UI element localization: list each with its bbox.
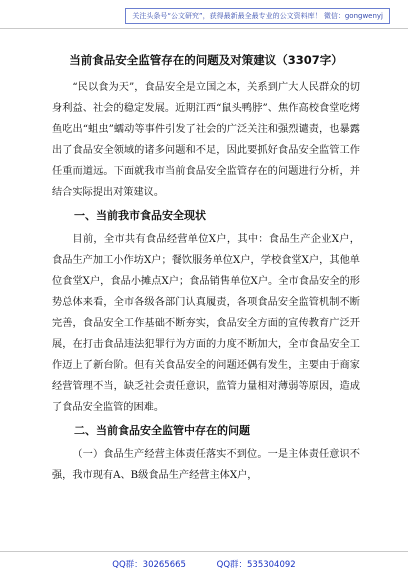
footer-qq-group-1: QQ群：30265665 xyxy=(112,560,186,570)
section-1-paragraph: 目前，全市共有食品经营单位X户，其中：食品生产企业X户，食品生产加工小作坊X户；餐饮服务单位X户，学校食堂X户，其他单位食堂X户，食品小摊点X户；食品销售单位X户。全市食品安全的形势总体来看，全市各级各部门认真履责，各项食品安全监管机制不断完善，食品安全工作基础不断夯实，食品安全方面的宣传教育广泛开展，在打击食品违法犯罪行为方面的力度不断加大，全市食品安全工作迈上了新台阶。但有关食品安全的问题还偶有发生，主要由于商家经营管理不当，缺乏社会责任意识，监管力量相对薄弱等原因，造成了食品安全监管的困难。 xyxy=(52,234,360,413)
header-banner: 关注头条号“公文研究”，获得最新最全最专业的公文资料库！ 微信：gongwenyj xyxy=(125,8,390,24)
document-title: 当前食品安全监管存在的问题及对策建议（3307字） xyxy=(69,53,343,67)
footer-divider xyxy=(0,551,408,552)
footer xyxy=(0,558,408,570)
section-2-paragraph: （一）食品生产经营主体责任落实不到位。一是主体责任意识不强，我市现有A、B级食品生产经营主体X户， xyxy=(52,449,360,481)
header-divider xyxy=(0,28,408,29)
section-1-heading: 一、当前我市食品安全现状 xyxy=(74,209,206,222)
section-2-heading: 二、当前食品安全监管中存在的问题 xyxy=(74,424,250,437)
footer-qq-group-2: QQ群：535304092 xyxy=(216,560,296,570)
intro-paragraph: “民以食为天”，食品安全是立国之本，关系到广大人民群众的切身利益、社会的稳定发展。近期江西“鼠头鸭脖”、焦作高校食堂吃烤鱼吃出“蛆虫”蠕动等事件引发了社会的广泛关注和强烈谴责，也暴露出了食品安全领域的诸多问题和不足，因此要抓好食品安全监管工作任重而道远。下面就我市当前食品安全监管存在的问题进行分析，并结合实际提出对策建议。 xyxy=(52,82,360,198)
document-body xyxy=(52,52,360,486)
